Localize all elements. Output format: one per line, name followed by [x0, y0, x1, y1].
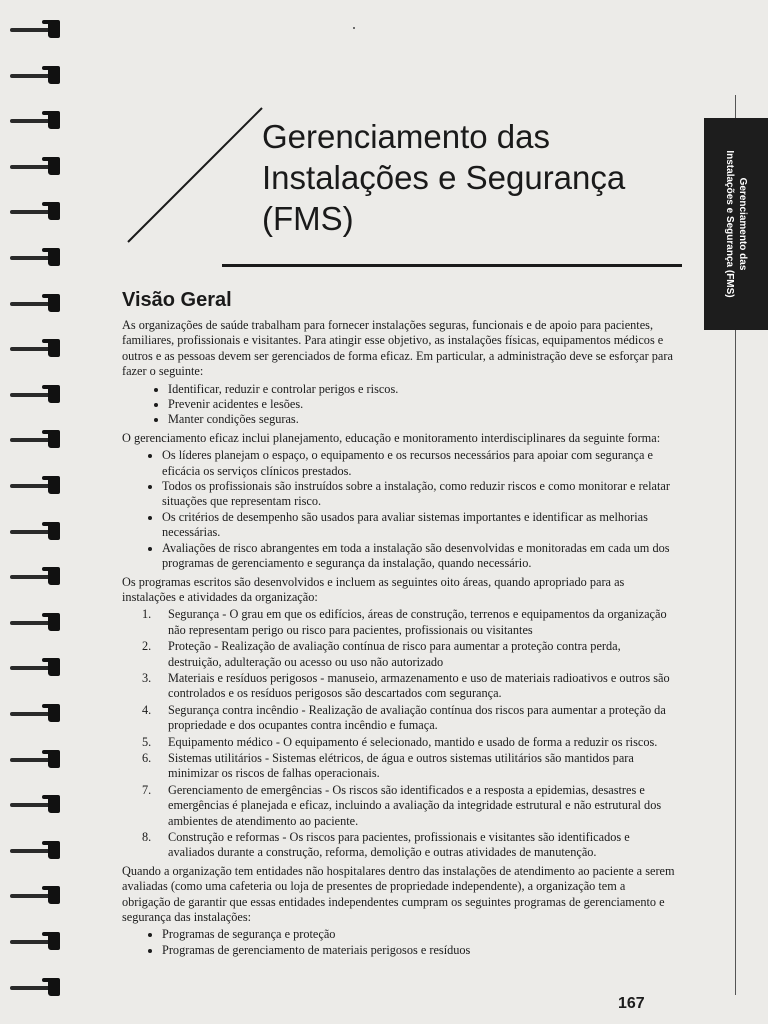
title-line-1: Gerenciamento das [262, 118, 550, 155]
intro-bullet-list [122, 382, 676, 428]
binding-ring [4, 426, 66, 450]
title-line-3: (FMS) [262, 200, 354, 237]
chapter-tab-text [723, 124, 749, 324]
list-item [122, 830, 676, 861]
list-item [122, 751, 676, 782]
program-areas-list [122, 607, 676, 861]
list-item: • Programas de segurança e proteção [162, 927, 676, 942]
list-number: 1. [142, 607, 152, 622]
non-hospital-bullet-list [122, 927, 676, 958]
binding-ring [4, 335, 66, 359]
list-item: • Identificar, reduzir e controlar perigos e riscos. [168, 382, 676, 397]
non-hospital-paragraph: Quando a organização tem entidades não hospitalares dentro das instalações de atendimento ao paciente a serem avaliadas (como uma cafeteria ou loja de presentes de propriedade independente), a organização tem a obrigação de garantir que essas entidades independentes cumpram os seguintes programas de gerenciamento e segurança das instalações: [122, 863, 675, 925]
list-number: 7. [142, 782, 152, 797]
binding-ring [4, 700, 66, 724]
management-paragraph: O gerenciamento eficaz inclui planejamento, educação e monitoramento interdisciplinares da seguinte forma: [122, 430, 661, 445]
binding-ring [4, 928, 66, 952]
list-text: Segurança contra incêndio - Realização de avaliação contínua dos riscos para aumentar a proteção da propriedade e dos ocupantes contra incêndio e fumaça. [168, 702, 666, 733]
list-item: • Programas de gerenciamento de materiais perigosos e resíduos [162, 943, 676, 958]
chapter-tab-line-2: Instalações e Segurança (FMS) [724, 150, 735, 298]
list-text: Proteção - Realização de avaliação contínua de risco para aumentar a proteção contra perda, destruição, adulteração ou acesso ou uso não autorizado [168, 639, 621, 669]
binding-ring [4, 563, 66, 587]
list-item [122, 671, 676, 702]
list-number: 6. [142, 750, 152, 765]
page-number: 167 [618, 995, 645, 1012]
list-text: Gerenciamento de emergências - Os riscos são identificados e a resposta a epidemias, desastres e emergências é planejada e eficaz, incluindo a avaliação da integridade estrutural e não estrutural dos ambientes de atendimento ao paciente. [168, 782, 662, 828]
body-text [122, 318, 676, 961]
section-heading: Visão Geral [122, 289, 232, 311]
list-item: • Os critérios de desempenho são usados para avaliar sistemas importantes e identificar as melhorias necessárias. [162, 510, 676, 541]
list-item [122, 639, 676, 670]
list-item: • Manter condições seguras. [168, 412, 676, 427]
list-text: Construção e reformas - Os riscos para pacientes, profissionais e visitantes são identificados e avaliados durante a construção, reforma, demolição e outras atividades de manutenção. [168, 830, 630, 860]
management-bullet-list [122, 448, 676, 571]
title-rule [222, 264, 682, 267]
chapter-tab-line-1: Gerenciamento das [737, 177, 748, 271]
list-item: • Prevenir acidentes e lesões. [168, 397, 676, 412]
binding-ring [4, 518, 66, 542]
chapter-title [262, 116, 692, 239]
title-line-2: Instalações e Segurança [262, 159, 626, 196]
binding-ring [4, 654, 66, 678]
list-item [122, 735, 676, 750]
list-item: • Todos os profissionais são instruídos sobre a instalação, como reduzir riscos e como monitorar e relatar situações que representam risco. [162, 479, 676, 510]
binding-ring [4, 837, 66, 861]
list-item [122, 783, 676, 829]
list-number: 3. [142, 670, 152, 685]
binding-ring [4, 381, 66, 405]
list-text: Equipamento médico - O equipamento é selecionado, mantido e usado de forma a reduzir os riscos. [168, 734, 658, 749]
chapter-tab [704, 118, 768, 330]
binding-ring [4, 882, 66, 906]
binding-ring [4, 472, 66, 496]
list-text: Sistemas utilitários - Sistemas elétricos, de água e outros sistemas utilitários são mantidos para minimizar os riscos de falhas operacionais. [168, 750, 634, 781]
binding-ring [4, 609, 66, 633]
binding-ring [4, 746, 66, 770]
list-number: 5. [142, 734, 152, 749]
list-number: 8. [142, 830, 152, 844]
intro-paragraph: As organizações de saúde trabalham para fornecer instalações seguras, funcionais e de apoio para pacientes, familiares, profissionais e visitantes. Para atingir esse objetivo, as instalações físicas, equipamentos médicos e outros e as pessoas devem ser gerenciados de forma eficaz. Em particular, a administração deve se esforçar para fazer o seguinte: [122, 318, 673, 379]
list-item: • Os líderes planejam o espaço, o equipamento e os recursos necessários para apoiar com segurança e eficácia os serviços clínicos prestados. [162, 448, 676, 479]
list-number: 4. [142, 702, 152, 717]
list-text: Materiais e resíduos perigosos - manuseio, armazenamento e uso de materiais radioativos e outros são controlados e os resíduos perigosos são descartados com segurança. [168, 670, 670, 701]
binding-ring [4, 974, 66, 998]
programs-paragraph: Os programas escritos são desenvolvidos e incluem as seguintes oito áreas, quando apropriado para as instalações e atividades da organização: [122, 574, 625, 604]
binding-ring [4, 791, 66, 815]
list-number: 2. [142, 639, 152, 654]
list-text: Segurança - O grau em que os edifícios, áreas de construção, terrenos e equipamentos da organização não representam perigo ou risco para pacientes, profissionais ou visitantes [168, 607, 667, 637]
list-item [122, 703, 676, 734]
list-item: • Avaliações de risco abrangentes em toda a instalação são desenvolvidas e monitoradas em cada um dos programas de gerenciamento e segurança da instalação, quando necessário. [162, 541, 676, 572]
list-item [122, 607, 676, 638]
